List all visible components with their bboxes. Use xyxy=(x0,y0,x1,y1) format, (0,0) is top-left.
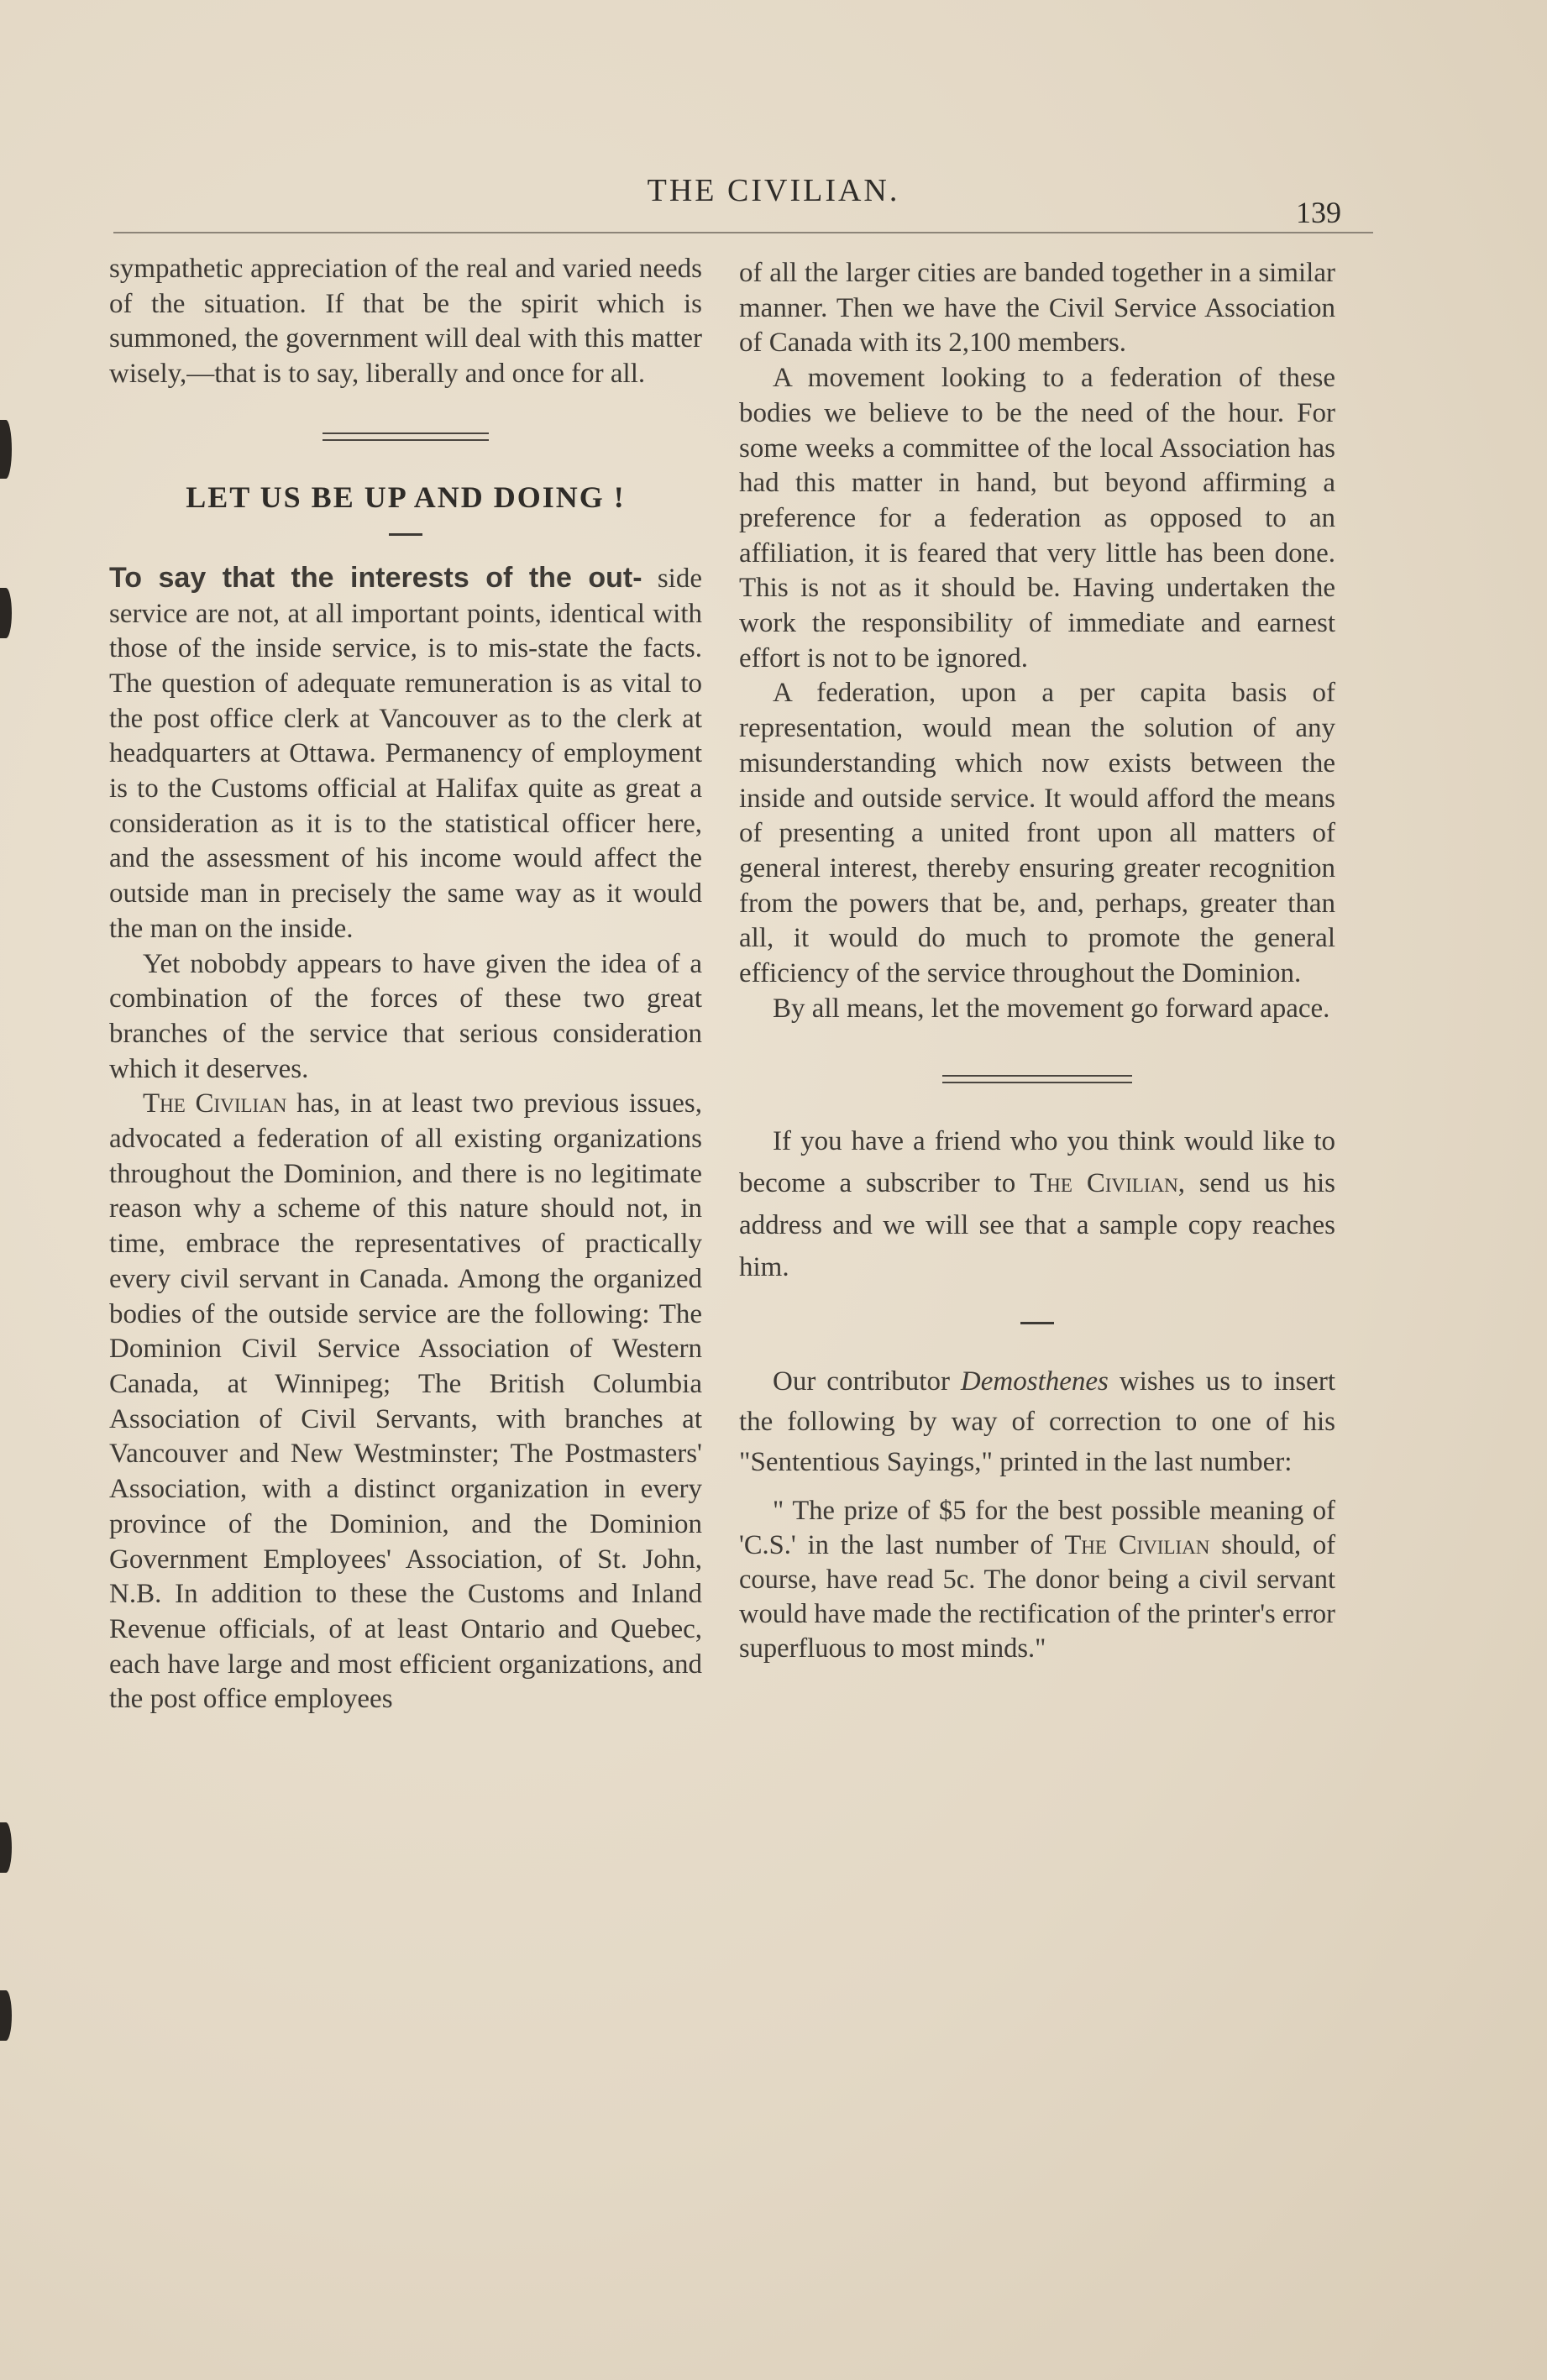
notice-text: , send us his address and we will see that a sample copy reaches him. xyxy=(739,1168,1336,1283)
article-paragraph-text: side service are not, at all important points, identical with those of the inside service, is to mis-state the facts. The question of adequate remuneration is as vital to the post office clerk at Vancouver as to the clerk at headquarters at Ottawa. Permanency of employment is to the Customs official at Halifax quite as great a consideration as it is to the statistical officer here, and the assessment of his income would affect the outside man in precisely the same way as it would the man on the inside. xyxy=(109,563,703,944)
header-rule xyxy=(113,232,1373,233)
article-lead-words: To say that the interests of the out- xyxy=(109,561,642,594)
quote-text: " The prize of $5 for the best possible meaning of 'C.S.' in the last number of xyxy=(739,1496,1335,1561)
article-paragraph: of all the larger cities are banded together in a similar manner. Then we have the Civil Service Association of Canada with its 2,100 members. xyxy=(739,258,1335,359)
binding-hole-mark xyxy=(0,588,12,638)
publication-name: The Civilian xyxy=(1030,1168,1178,1199)
binding-hole-mark xyxy=(0,420,12,479)
contributor-name: Demosthenes xyxy=(960,1366,1109,1397)
binding-hole-mark xyxy=(0,1990,12,2041)
section-divider xyxy=(323,432,489,441)
article-title: LET US BE UP AND DOING ! xyxy=(186,480,626,514)
correction-quote xyxy=(739,1494,1335,1666)
quote-text: should, of course, have read 5c. The donor being a civil servant would have made the rectification of the printer's error superfluous to most minds." xyxy=(739,1530,1336,1664)
section-divider xyxy=(942,1075,1132,1083)
binding-hole-mark xyxy=(0,1822,12,1873)
article-paragraph: A movement looking to a federation of these bodies we believe to be the need of the hour. For some weeks a committee of the local Association has had this matter in hand, but beyond affirming a preference for a federation as opposed to an affiliation, it is feared that very little has been done. This is not as it should be. Having undertaken the work the responsibility of immediate and earnest effort is not to be ignored. xyxy=(739,363,1335,674)
correction-note xyxy=(739,1361,1335,1482)
article-paragraph: A federation, upon a per capita basis of representation, would mean the solution of any misunderstanding which now exists between the inside and outside service. It would afford the means of presenting a united front upon all matters of general interest, thereby ensuring greater recognition from the powers that be, and, perhaps, greater than all, it would do much to promote the general efficiency of the service throughout the Dominion. xyxy=(739,678,1335,989)
notice-text: If you have a friend who you think would like to become a subscriber to xyxy=(739,1126,1335,1199)
running-head-title: THE CIVILIAN. xyxy=(647,173,900,208)
article-paragraph-text: has, in at least two previous issues, advocated a federation of all existing organizations throughout the Dominion, and there is no legitimate reason why a scheme of this nature should not, in time, embrace the representatives of practically every civil servant in Canada. Among the organized bodies of the outside service are the following: The Dominion Civil Service Association of Western Canada, at Winnipeg; The British Columbia Association of Civil Servants, with branches at Vancouver and New Westminster; The Postmasters' Association, with a distinct organization in every province of the Dominion, and the Dominion Government Employees' Association, of St. John, N.B. In addition to these the Customs and Inland Revenue officials, of at least Ontario and Quebec, each have large and most efficient organizations, and the post office employees xyxy=(109,1088,702,1715)
left-column xyxy=(109,252,702,1717)
article-paragraph: By all means, let the movement go forward apace. xyxy=(773,993,1330,1024)
note-text: Our contributor xyxy=(773,1366,961,1397)
continued-paragraph: sympathetic appreciation of the real and varied needs of the situation. If that be the spirit which is summoned, the government will deal with this matter wisely,—that is to say, liberally and once for all. xyxy=(109,254,702,390)
publication-name: The Civilian xyxy=(1064,1530,1210,1561)
note-text: wishes us to insert the following by way of correction to one of his "Sententious Sayings," printed in the last number: xyxy=(739,1366,1335,1478)
article-paragraph xyxy=(109,561,702,947)
article-paragraph: Yet nobobdy appears to have given the idea of a combination of the forces of these two great branches of the service that serious consideration which it deserves. xyxy=(109,948,702,1084)
right-column xyxy=(739,256,1335,1666)
page-number: 139 xyxy=(1296,196,1341,229)
article-paragraph xyxy=(109,1087,702,1717)
subscription-notice xyxy=(739,1120,1335,1288)
publication-name: The Civilian xyxy=(143,1088,287,1119)
